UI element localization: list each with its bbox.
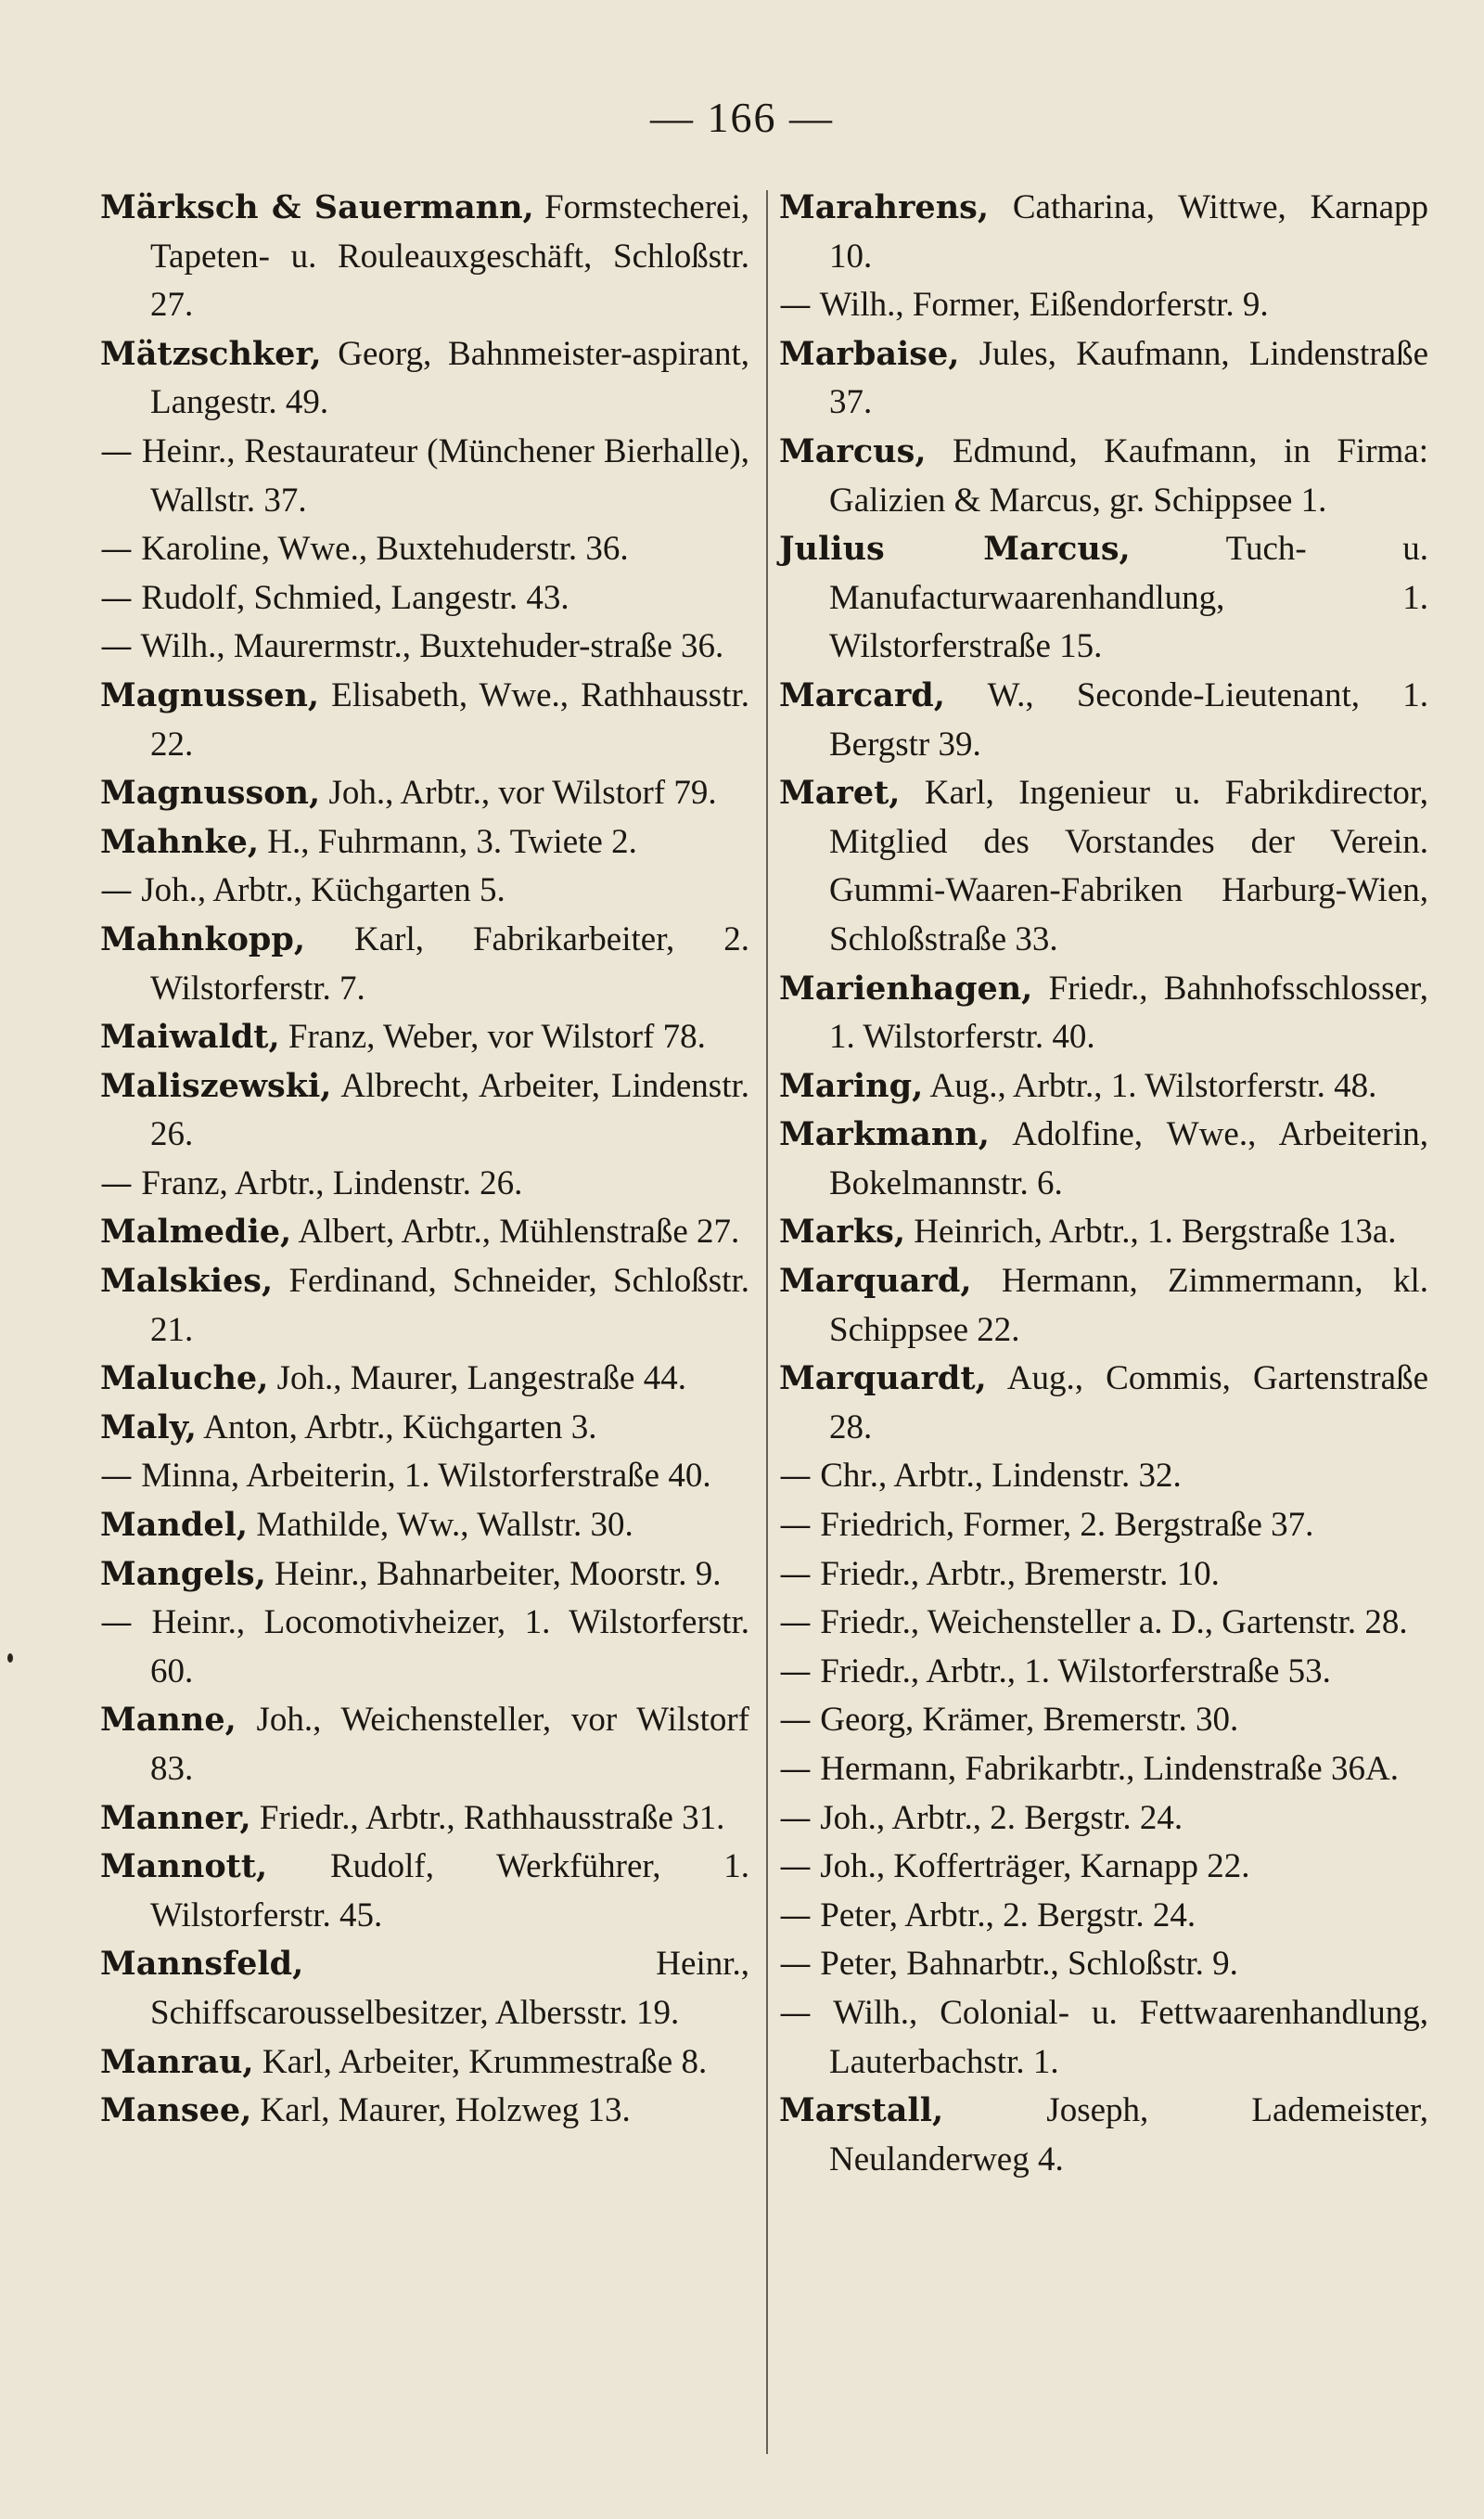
entry-details: Friedr., Weichensteller a. D., Gartenstr. 28. bbox=[820, 1603, 1408, 1642]
directory-entry bbox=[100, 672, 749, 769]
entry-details: Friedrich, Former, 2. Bergstraße 37. bbox=[820, 1506, 1314, 1545]
directory-entry bbox=[779, 525, 1428, 672]
entry-details: Georg, Krämer, Bremerstr. 30. bbox=[820, 1701, 1239, 1740]
entry-details: Tuch- u. Manufacturwaarenhandlung, 1. Wilstorferstraße 15. bbox=[829, 530, 1428, 666]
entry-details: Minna, Arbeiterin, 1. Wilstorferstraße 40. bbox=[141, 1457, 711, 1496]
directory-entry bbox=[100, 1013, 749, 1062]
directory-entry bbox=[100, 1843, 749, 1940]
entry-details: Edmund, Kaufmann, in Firma: Galizien & Marcus, gr. Schippsee 1. bbox=[829, 431, 1428, 520]
directory-entry bbox=[100, 818, 749, 868]
left-column bbox=[100, 184, 749, 2136]
entry-details: Joh., Kofferträger, Karnapp 22. bbox=[820, 1847, 1250, 1886]
entry-details: Mathilde, Ww., Wallstr. 30. bbox=[256, 1506, 633, 1545]
entry-name: — bbox=[100, 872, 133, 910]
directory-entry bbox=[779, 1111, 1428, 1208]
entry-details: Wilh., Former, Eißendorferstr. 9. bbox=[819, 286, 1269, 325]
entry-name: — bbox=[779, 1751, 812, 1788]
entry-name: Marcard, bbox=[779, 675, 945, 714]
entry-name: Maring, bbox=[779, 1066, 924, 1105]
directory-entry bbox=[779, 1696, 1428, 1745]
entry-details: Friedr., Arbtr., Bremerstr. 10. bbox=[820, 1554, 1220, 1593]
entry-name: Magnussen, bbox=[100, 675, 320, 714]
entry-name: — bbox=[779, 1896, 812, 1934]
entry-name: Mahnke, bbox=[100, 822, 260, 861]
entry-name: Mätzschker, bbox=[100, 334, 322, 373]
ink-speck bbox=[7, 1653, 13, 1663]
entry-name: — bbox=[779, 1994, 812, 2032]
entry-details: H., Fuhrmann, 3. Twiete 2. bbox=[267, 822, 637, 861]
directory-entry bbox=[100, 1550, 749, 1600]
directory-entry bbox=[779, 1599, 1428, 1648]
directory-entry bbox=[100, 1160, 749, 1209]
entry-details: Wilh., Maurermstr., Buxtehuder-straße 36. bbox=[140, 627, 724, 666]
entry-name: Malmedie, bbox=[100, 1213, 292, 1252]
directory-entry bbox=[100, 867, 749, 916]
entry-details: Karl, Maurer, Holzweg 13. bbox=[260, 2091, 631, 2130]
entry-name: — bbox=[779, 1555, 812, 1593]
entry-name: Marahrens, bbox=[779, 188, 990, 226]
entry-details: W., Seconde-Lieutenant, 1. Bergstr 39. bbox=[829, 675, 1428, 764]
entry-details: Ferdinand, Schneider, Schloßstr. 21. bbox=[150, 1262, 749, 1349]
entry-name: — bbox=[100, 1458, 133, 1496]
directory-entry bbox=[779, 1843, 1428, 1892]
directory-entry bbox=[100, 525, 749, 574]
entry-name: Manner, bbox=[100, 1798, 251, 1837]
entry-details: Heinrich, Arbtr., 1. Bergstraße 13a. bbox=[914, 1213, 1397, 1252]
entry-details: Heinr., Bahnarbeiter, Moorstr. 9. bbox=[275, 1554, 722, 1593]
entry-name: Mannott, bbox=[100, 1847, 268, 1886]
entry-details: Formstecherei, Tapeten- u. Rouleauxgeschäft, Schloßstr. 27. bbox=[150, 188, 749, 325]
entry-details: Hermann, Zimmermann, kl. Schippsee 22. bbox=[829, 1262, 1428, 1349]
entry-details: Chr., Arbtr., Lindenstr. 32. bbox=[820, 1457, 1182, 1496]
directory-entry bbox=[779, 965, 1428, 1062]
entry-name: Malskies, bbox=[100, 1262, 274, 1301]
entry-details: Franz, Arbtr., Lindenstr. 26. bbox=[141, 1163, 523, 1202]
directory-entry bbox=[779, 1550, 1428, 1600]
entry-name: — bbox=[779, 1848, 812, 1886]
entry-name: Mansee, bbox=[100, 2091, 252, 2130]
directory-entry bbox=[779, 1208, 1428, 1257]
entry-name: Märksch & Sauermann, bbox=[100, 188, 534, 226]
entry-details: Karl, Ingenieur u. Fabrikdirector, Mitglied des Vorstandes der Verein. Gummi-Waaren-Fabriken Harburg-Wien, Schloßstraße 33. bbox=[829, 774, 1429, 958]
entry-details: Karl, Fabrikarbeiter, 2. Wilstorferstr. 7. bbox=[150, 919, 749, 1008]
directory-entry bbox=[100, 574, 749, 623]
entry-details: Heinr., Restaurateur (Münchener Bierhalle), Wallstr. 37. bbox=[141, 431, 749, 520]
directory-entry bbox=[779, 428, 1428, 525]
entry-name: Manne, bbox=[100, 1701, 237, 1740]
directory-entry bbox=[100, 1452, 749, 1501]
page-number: — 166 — bbox=[650, 94, 834, 141]
entry-details: Heinr., Locomotivheizer, 1. Wilstorferstr. 60. bbox=[150, 1603, 749, 1690]
entry-details: Hermann, Fabrikarbtr., Lindenstraße 36A. bbox=[820, 1750, 1399, 1788]
entry-details: Adolfine, Wwe., Arbeiterin, Bokelmannstr. 6. bbox=[829, 1115, 1428, 1202]
entry-name: Marienhagen, bbox=[779, 969, 1033, 1008]
entry-details: Joh., Arbtr., Küchgarten 5. bbox=[141, 871, 505, 910]
entry-name: Marcus, bbox=[779, 431, 927, 470]
entry-name: Maluche, bbox=[100, 1359, 269, 1398]
directory-entry bbox=[100, 1696, 749, 1793]
entry-name: — bbox=[779, 1652, 812, 1690]
directory-entry bbox=[100, 1208, 749, 1257]
entry-details: Heinr., Schiffscarousselbesitzer, Albersstr. 19. bbox=[150, 1945, 749, 2032]
directory-entry bbox=[100, 428, 749, 525]
column-divider bbox=[766, 190, 768, 2454]
entry-name: Markmann, bbox=[779, 1115, 990, 1154]
directory-entry bbox=[779, 1892, 1428, 1941]
entry-details: Karl, Arbeiter, Krummestraße 8. bbox=[262, 2042, 708, 2081]
entry-name: — bbox=[779, 1702, 812, 1740]
directory-entry bbox=[100, 1404, 749, 1453]
entry-details: Peter, Bahnarbtr., Schloßstr. 9. bbox=[820, 1945, 1238, 1984]
entry-name: Maret, bbox=[779, 774, 901, 813]
directory-entry bbox=[100, 623, 749, 672]
entry-name: Maliszewski, bbox=[100, 1066, 332, 1105]
entry-details: Albert, Arbtr., Mühlenstraße 27. bbox=[298, 1213, 740, 1252]
directory-entry bbox=[779, 1745, 1428, 1794]
entry-details: Joh., Weichensteller, vor Wilstorf 83. bbox=[150, 1701, 750, 1788]
entry-details: Aug., Arbtr., 1. Wilstorferstr. 48. bbox=[929, 1066, 1377, 1105]
entry-name: Marquard, bbox=[779, 1262, 972, 1301]
entry-name: Marstall, bbox=[779, 2091, 944, 2130]
entry-name: Maly, bbox=[100, 1407, 197, 1446]
directory-entry bbox=[779, 1648, 1428, 1697]
entry-details: Friedr., Bahnhofsschlosser, 1. Wilstorferstr. 40. bbox=[829, 969, 1428, 1057]
directory-entry bbox=[100, 769, 749, 818]
directory-entry bbox=[100, 1501, 749, 1550]
entry-details: Elisabeth, Wwe., Rathhausstr. 22. bbox=[150, 675, 749, 764]
entry-details: Catharina, Wittwe, Karnapp 10. bbox=[829, 188, 1429, 276]
directory-entry bbox=[779, 1355, 1428, 1452]
directory-entry bbox=[779, 1501, 1428, 1550]
directory-entry bbox=[779, 1989, 1428, 2087]
entry-details: Aug., Commis, Gartenstraße 28. bbox=[829, 1359, 1428, 1446]
directory-entry bbox=[100, 1940, 749, 2037]
entry-details: Albrecht, Arbeiter, Lindenstr. 26. bbox=[150, 1066, 750, 1154]
entry-details: Jules, Kaufmann, Lindenstraße 37. bbox=[829, 334, 1428, 422]
entry-details: Friedr., Arbtr., 1. Wilstorferstraße 53. bbox=[820, 1651, 1331, 1690]
entry-details: Peter, Arbtr., 2. Bergstr. 24. bbox=[820, 1896, 1196, 1934]
directory-entry bbox=[100, 2087, 749, 2136]
directory-entry bbox=[779, 672, 1428, 769]
directory-entry bbox=[779, 184, 1428, 281]
directory-entry bbox=[100, 1355, 749, 1404]
directory-entry bbox=[779, 1940, 1428, 1989]
entry-details: Georg, Bahnmeister-aspirant, Langestr. 49. bbox=[150, 334, 749, 422]
entry-name: — bbox=[779, 1604, 812, 1642]
directory-entry bbox=[779, 769, 1428, 964]
entry-name: Marks, bbox=[779, 1213, 906, 1252]
directory-entry bbox=[779, 1452, 1428, 1501]
entry-name: — bbox=[100, 628, 133, 666]
entry-details: Wilh., Colonial- u. Fettwaarenhandlung, Lauterbachstr. 1. bbox=[829, 1993, 1428, 2081]
entry-details: Rudolf, Schmied, Langestr. 43. bbox=[141, 578, 569, 617]
entry-details: Joseph, Lademeister, Neulanderweg 4. bbox=[829, 2091, 1428, 2178]
directory-entry bbox=[779, 2087, 1428, 2184]
entry-name: — bbox=[100, 579, 133, 617]
entry-name: — bbox=[779, 1507, 812, 1545]
entry-name: Mahnkopp, bbox=[100, 919, 306, 958]
entry-details: Franz, Weber, vor Wilstorf 78. bbox=[288, 1018, 706, 1057]
entry-name: Julius Marcus, bbox=[779, 530, 1131, 569]
entry-name: Manrau, bbox=[100, 2042, 254, 2081]
directory-entry bbox=[779, 1062, 1428, 1112]
directory-entry bbox=[779, 330, 1428, 428]
entry-name: Mannsfeld, bbox=[100, 1945, 304, 1984]
directory-entry bbox=[100, 1599, 749, 1696]
entry-name: Magnusson, bbox=[100, 774, 321, 813]
entry-name: — bbox=[100, 1164, 133, 1202]
entry-name: Maiwaldt, bbox=[100, 1018, 280, 1057]
directory-entry bbox=[100, 184, 749, 330]
entry-name: Mandel, bbox=[100, 1506, 249, 1545]
directory-entry bbox=[100, 330, 749, 428]
entry-name: — bbox=[100, 432, 133, 470]
entry-name: Mangels, bbox=[100, 1554, 266, 1593]
directory-entry bbox=[100, 1794, 749, 1844]
entry-details: Friedr., Arbtr., Rathhausstraße 31. bbox=[259, 1798, 725, 1837]
entry-details: Karoline, Wwe., Buxtehuderstr. 36. bbox=[141, 530, 629, 569]
entry-name: Marbaise, bbox=[779, 334, 960, 373]
entry-name: — bbox=[100, 1604, 133, 1642]
directory-entry bbox=[100, 1257, 749, 1355]
directory-entry bbox=[100, 1062, 749, 1160]
entry-details: Joh., Maurer, Langestraße 44. bbox=[276, 1359, 686, 1398]
entry-name: Marquardt, bbox=[779, 1359, 987, 1398]
directory-entry bbox=[100, 2038, 749, 2088]
right-column bbox=[779, 184, 1428, 2184]
directory-entry bbox=[779, 281, 1428, 330]
entry-name: — bbox=[779, 1458, 812, 1496]
directory-entry bbox=[100, 916, 749, 1013]
entry-name: — bbox=[779, 1799, 812, 1837]
entry-name: — bbox=[100, 531, 133, 569]
entry-details: Rudolf, Werkführer, 1. Wilstorferstr. 45. bbox=[150, 1847, 749, 1934]
entry-details: Joh., Arbtr., 2. Bergstr. 24. bbox=[820, 1798, 1183, 1837]
entry-name: — bbox=[779, 1946, 812, 1984]
entry-details: Anton, Arbtr., Küchgarten 3. bbox=[203, 1407, 597, 1446]
directory-entry bbox=[779, 1257, 1428, 1355]
entry-name: — bbox=[779, 287, 812, 325]
entry-details: Joh., Arbtr., vor Wilstorf 79. bbox=[328, 774, 717, 813]
directory-entry bbox=[779, 1794, 1428, 1844]
